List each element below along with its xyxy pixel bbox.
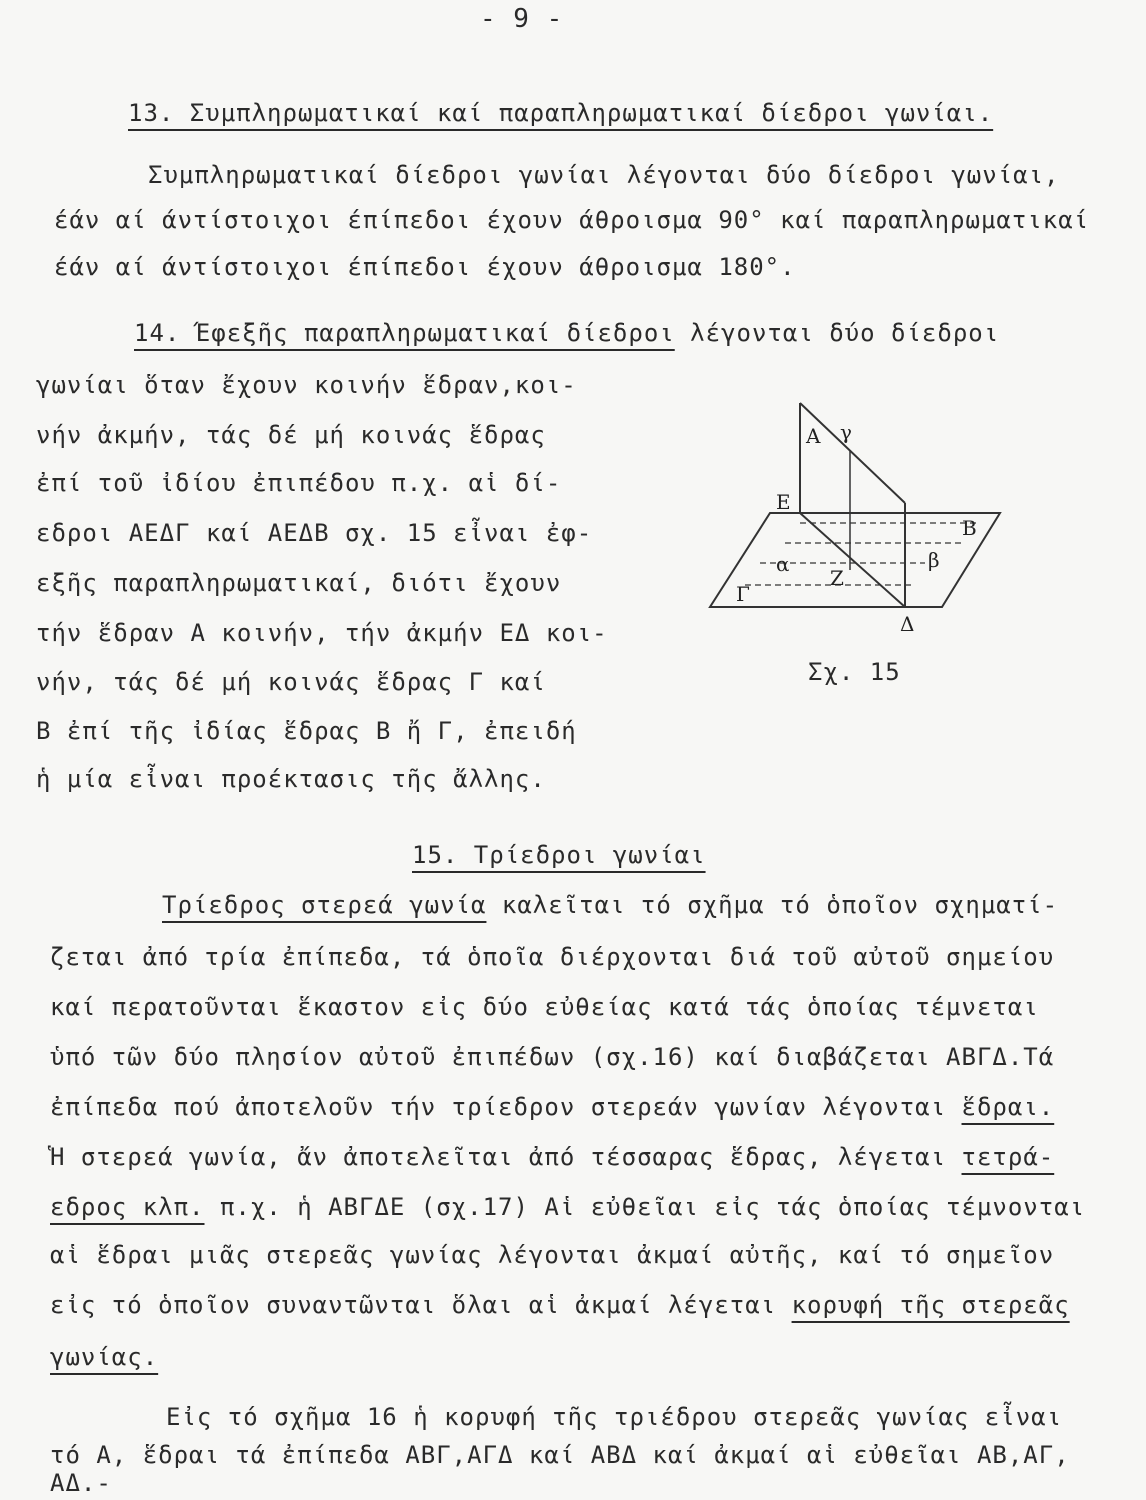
section14-heading [134,318,999,348]
section14-line-2: νήν ἀκμήν, τάς δέ μή κοινάς ἕδρας [36,421,546,449]
section15-line-tetra-text: Ἡ στερεά γωνία, ἄν ἀποτελεῖται ἀπό τέσσαρας ἕδρας, λέγεται [50,1143,962,1171]
figure-15-diagram [700,395,1020,695]
section15-line-koryfi [50,1290,1070,1320]
section14-line-9: ἡ μία εἶναι προέκτασις τῆς ἄλλης. [36,765,546,793]
section15-lead-line [162,890,1058,920]
final-line-1: Εἰς τό σχῆμα 16 ἡ κορυφή τῆς τριέδρου στερεᾶς γωνίας εἶναι [166,1403,1063,1431]
figure-plane-gamma-beta [710,513,1000,607]
section15-line-3: ὑπό τῶν δύο πλησίον αὐτοῦ ἐπιπέδων (σχ.16) καί διαβάζεται ΑΒΓΔ.Τά [50,1043,1055,1071]
figure-label-B: Β [962,516,977,540]
section15-line-edrai-text: ἐπίπεδα πού ἀποτελοῦν τήν τρίεδρον στερεάν γωνίαν λέγονται [50,1093,962,1121]
section15-line-edrai [50,1092,1054,1122]
section15-term-gonias: γωνίας. [50,1343,159,1371]
figure-label-D: Δ [900,612,915,636]
figure-label-beta-small: β [928,548,940,572]
section15-lead-underlined: Τρίεδρος στερεά γωνία [162,891,487,919]
section15-line-1: ζεται ἀπό τρία ἐπίπεδα, τά ὁποῖα διέρχονται διά τοῦ αὐτοῦ σημείου [50,943,1055,971]
final-line-2: τό Α, ἕδραι τά ἐπίπεδα ΑΒΓ,ΑΓΔ καί ΑΒΔ καί ἀκμαί αἱ εὐθεῖαι ΑΒ,ΑΓ, [50,1441,1070,1469]
section15-term-edros: εδρος κλπ. [50,1193,205,1221]
figure-label-A: Α [806,424,821,448]
figure-label-G: Γ [736,582,750,606]
final-line-3: ΑΔ.- [50,1469,112,1497]
section15-line-tetra [50,1142,1054,1172]
section15-term-tetra: τετρά- [961,1143,1055,1171]
section14-line-4: εδροι ΑΕΔΓ καί ΑΕΔΒ σχ. 15 εἶναι ἐφ- [36,519,593,547]
section14-line-3: ἐπί τοῦ ἰδίου ἐπιπέδου π.χ. αἱ δί- [36,469,562,497]
section15-line-koryfi-text: εἰς τό ὁποῖον συναντῶνται ὅλαι αἱ ἀκμαί λέγεται [50,1291,792,1319]
figure-top-edge [800,403,905,503]
figure-label-alpha-small: α [776,552,790,576]
figure-label-Z: Ζ [830,566,844,590]
section14-heading-underlined: 14. Έφεξῆς παραπληρωματικαί δίεδροι [134,319,675,347]
section14-line-6: τήν ἕδραν Α κοινήν, τήν ἀκμήν ΕΔ κοι- [36,619,608,647]
section15-line-2: καί περατοῦνται ἕκαστον εἰς δύο εὐθείας κατά τάς ὁποίας τέμνεται [50,993,1039,1021]
section14-line-8: Β ἐπί τῆς ἰδίας ἕδρας Β ἤ Γ, ἐπειδή [36,717,577,745]
section14-heading-rest: λέγονται δύο δίεδροι [674,319,1000,347]
section14-line-5: εξῆς παραπληρωματικαί, διότι ἔχουν [36,569,562,597]
section13-line-1: Συμπληρωματικαί δίεδροι γωνίαι λέγονται δύο δίεδροι γωνίαι, [148,161,1060,189]
section15-term-koryfi: κορυφή τῆς στερεᾶς [791,1291,1070,1319]
figure-edge-ED [800,513,905,607]
section15-line-edros [50,1192,1085,1222]
section14-line-7: νήν, τάς δέ μή κοινάς ἕδρας Γ καί [36,668,546,696]
section13-heading: 13. Συμπληρωματικαί καί παραπληρωματικαί δίεδροι γωνίαι. [128,99,994,127]
section15-lead-rest: καλεῖται τό σχῆμα τό ὁποῖον σχηματί- [486,891,1059,919]
figure-label-E: Ε [776,490,791,514]
section15-line-akmai: αἱ ἕδραι μιᾶς στερεᾶς γωνίας λέγονται ἀκμαί αὐτῆς, καί τό σημεῖον [50,1241,1055,1269]
section15-term-edrai: ἕδραι. [961,1093,1055,1121]
section13-line-3: έάν αί άντίστοιχοι έπίπεδοι έχουν άθροισμα 180°. [54,253,796,281]
section13-line-2: έάν αί άντίστοιχοι έπίπεδοι έχουν άθροισμα 90° καί παραπληρωματικαί [54,206,1090,234]
figure-15-caption: Σχ. 15 [808,658,901,686]
section15-heading: 15. Τρίεδροι γωνίαι [412,841,706,869]
section14-line-1: γωνίαι ὅταν ἔχουν κοινήν ἕδραν,κοι- [36,371,577,399]
figure-label-gamma-small: γ [840,420,852,444]
section15-line-edros-text: π.χ. ἡ ΑΒΓΔΕ (σχ.17) Αἱ εὐθεῖαι εἰς τάς ὁποίας τέμνονται [204,1193,1086,1221]
page-number: - 9 - [480,4,564,34]
